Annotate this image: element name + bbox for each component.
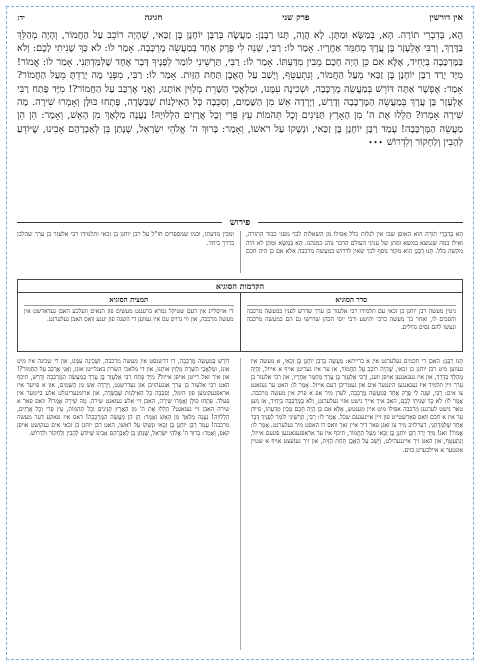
intro-left-text: די אויסלייג אין דעם שטיקל גמרא ברענגט מעשים פון תנאים וועלכע האבן געדארשט אין מעשה מרכבה, און ווי גרויס עס איז געווען די השגה פון יענע וואס האבן געלערנט. — [24, 308, 234, 324]
intro-box — [17, 279, 463, 352]
perush-heading — [17, 217, 463, 228]
gemara-body: הָא, בְּדִבְרֵי תוֹרָה. הָא, בְּמַשָּׂא וּמַתָּן. לָא הֲוָה, תָּנוּ רַבָּנַן: מַעֲשֶׂה בְּרַבָּן יוֹחָנָן בֶּן זַכַּאי, שֶׁהָיָה רוֹכֵב עַל הַחֲמוֹר, וְהָיָה מְהַלֵּךְ בַּדֶּרֶךְ, וְרַבִּי אֶלְעָזָר בֶּן עֲרָךְ מְחַמֵּר אַחֲרָיו. אָמַר לוֹ: רַבִּי, שְׁנֵה לִי פֶּרֶק אֶחָד בְּמַעֲשֵׂה מֶרְכָּבָה. אָמַר לוֹ: לֹא כָּךְ שָׁנִיתִי לָכֶם: וְלֹא בַּמֶּרְכָּבָה בְּיָחִיד, אֶלָּא אִם כֵּן הָיָה חָכָם מֵבִין מִדַּעְתּוֹ. אָמַר לוֹ: רַבִּי, תַּרְשֵׁינִי לוֹמַר לְפָנֶיךָ דָּבָר אֶחָד שֶׁלִּמַּדְתַּנִי. אָמַר לוֹ: אֱמוֹר! מִיָּד יָרַד רַבָּן יוֹחָנָן בֶּן זַכַּאי מֵעַל הַחֲמוֹר, וְנִתְעַטֵּף, וְיָשַׁב עַל הָאֶבֶן תַּחַת הַזַּיִת. אָמַר לוֹ: רַבִּי, מִפְּנֵי מָה יָרַדְתָּ מֵעַל הַחֲמוֹר? אָמַר: אֶפְשָׁר אַתָּה דּוֹרֵשׁ בְּמַעֲשֵׂה מֶרְכָּבָה, וּשְׁכִינָה עִמָּנוּ, וּמַלְאֲכֵי הַשָּׁרֵת מְלַוִּין אוֹתָנוּ, וַאֲנִי אֶרְכַּב עַל הַחֲמוֹר?! מִיָּד פָּתַח רַבִּי אֶלְעָזָר בֶּן עֲרָךְ בְּמַעֲשֵׂה הַמֶּרְכָּבָה וְדָרַשׁ, וְיָרְדָה אֵשׁ מִן הַשָּׁמַיִם, וְסִכְּבָה כָּל הָאִילָנוֹת שֶׁבַּשָּׂדֶה, פָּתְחוּ כּוּלָּן וְאָמְרוּ שִׁירָה. מָה שִׁירָה אָמְרוּ? הַלְלוּ אֶת ה' מִן הָאָרֶץ תַּנִּינִים וְכָל תְּהֹמוֹת עֵץ פְּרִי וְכָל אֲרָזִים הַלְלוּיָהּ! נַעֲנָה מַלְאָךְ מִן הָאֵשׁ, וְאָמַר: הֵן הֵן מַעֲשֵׂה הַמֶּרְכָּבָה! עָמַד רַבָּן יוֹחָנָן בֶּן זַכַּאי, וּנְשָׁקוֹ עַל רֹאשׁוֹ, וְאָמַר: בָּרוּךְ ה' אֱלֹהֵי יִשְׂרָאֵל, שֶׁנָּתַן בֵּן לְאַבְרָהָם אָבִינוּ, שֶׁיּוֹדֵעַ לְהָבִין וְלַחְקוֹר וְלִדְרוֹשׁ — [17, 30, 463, 149]
commentary-right-column: תָּנוּ רַבָּנַן: האבן די חכמים געלערנט אין א ברייתא: מַעֲשֶׂה בְּרַבָּן יוֹחָנָן בֶּן זַכַּאי, א מעשה איז געווען מיט רבן יוחנן בן זכאי, שֶׁהָיָה רוֹכֵב עַל הַחֲמוֹר, אז ער איז געריטן אויף א אייזל, וְהָיָה מְהַלֵּךְ בַּדֶּרֶךְ, און איז געגאנגען אויפן וועג, וְרַבִּי אֶלְעָזָר בֶּן עֲרָךְ מְחַמֵּר אַחֲרָיו, און רבי אלעזר בן ערך זיין תלמיד איז געגאנגען הינטער אים און געטריבן דעם אייזל. אָמַר לוֹ: האט ער געזאגט צו אים: רַבִּי, שְׁנֵה לִי פֶּרֶק אֶחָד בְּמַעֲשֵׂה מֶרְכָּבָה, לערן מיר אפ א פרק אין מעשה מרכבה. אָמַר לוֹ: לֹא כָּךְ שָׁנִיתִי לָכֶם, האב איך אייך נישט אזוי געלערנט, וְלֹא בַּמֶּרְכָּבָה בְּיָחִיד, אַז מען טאר נישט לערנען מרכבה אפילו מיט איין מענטש, אֶלָּא אִם כֵּן הָיָה חָכָם מֵבִין מִדַּעְתּוֹ, סיידן ער איז א חכם וואס פארשטייט פון זיין אייגענעם שכל. אָמַר לוֹ: רַבִּי, תַּרְשֵׁינִי לוֹמַר לְפָנֶיךָ דָּבָר אֶחָד שֶׁלִּמַּדְתַּנִי, דערלויב מיר צו זאגן פאר דיר איין זאך וואס דו האסט מיך געלערנט. אָמַר לוֹ: אֱמוֹר! זאג! מִיָּד יָרַד רַבָּן יוֹחָנָן בֶּן זַכַּאי מֵעַל הַחֲמוֹר, תיכף איז ער אראפגעגאנגען פונעם אייזל, וְנִתְעַטֵּף, און האט זיך איינגעהילט, וְיָשַׁב עַל הָאֶבֶן תַּחַת הַזַּיִת, און זיך געזעצט אויף א שטיין אונטער א איילבערט בוים. — [250, 358, 463, 454]
intro-left-column — [18, 293, 241, 351]
page — [6, 6, 474, 660]
column-divider — [240, 358, 241, 650]
header-right-title: אין דורשין — [429, 13, 463, 23]
intro-title-bar — [18, 280, 462, 293]
intro-right-heading: סדר הסוגיא — [247, 295, 457, 306]
intro-right-text: גיטין מעשה רבן יוחנן בן זכאי עם תלמידו רבי אלעזר בן ערך שדרש לפניו במעשה מרכבה והסכים לו, ואחר כך מעשה ברבי יהושע ורבי יוסי הכהן שדרשו גם הם במעשה מרכבה ונעשו להם נסים גדולים. — [246, 308, 456, 332]
commentary-left-column: דּוֹרֵשׁ בְּמַעֲשֵׂה מֶרְכָּבָה, דו דרשנסט אין מעשה מרכבה, וּשְׁכִינָה עִמָּנוּ, און די שכינה איז מיט אונז, וּמַלְאֲכֵי הַשָּׁרֵת מְלַוִּין אוֹתָנוּ, און די מלאכי השרת באגלייטן אונז, וַאֲנִי אֶרְכַּב עַל הַחֲמוֹר?! און איך זאל רייטן אויפן אייזל? מִיָּד פָּתַח רַבִּי אֶלְעָזָר בֶּן עֲרָךְ בְּמַעֲשֵׂה הַמֶּרְכָּבָה וְדָרַשׁ, תיכף האט רבי אלעזר בן ערך אנגעהויבן און געדרשנט, וְיָרְדָה אֵשׁ מִן הַשָּׁמַיִם, און א פייער איז אראפגעקומען פון הימל, וְסִכְּבָה כָּל הָאִילָנוֹת שֶׁבַּשָּׂדֶה, און ארומגערינגלט אלע ביימער אין פעלד. פָּתְחוּ כּוּלָּן וְאָמְרוּ שִׁירָה, האבן זיי אלע געזאגט שירה. מָה שִׁירָה אָמְרוּ? וואס פאר א שירה האבן זיי געזאגט? הַלְלוּ אֶת ה' מִן הָאָרֶץ תַּנִּינִים וְכָל תְּהֹמוֹת, עֵץ פְּרִי וְכָל אֲרָזִים, הַלְלוּיָהּ! נַעֲנָה מַלְאָךְ מִן הָאֵשׁ וְאָמַר: הֵן הֵן מַעֲשֵׂה הַמֶּרְכָּבָה! דאס איז טאקע דער מעשה מרכבה! עָמַד רַבָּן יוֹחָנָן בֶּן זַכַּאי וּנְשָׁקוֹ עַל רֹאשׁוֹ, האט רבן יוחנן בן זכאי אים געקושט אויפן קאפ, וְאָמַר: בָּרוּךְ ה' אֱלֹהֵי יִשְׂרָאֵל, שֶׁנָּתַן בֵּן לְאַבְרָהָם אָבִינוּ שֶׁיּוֹדֵעַ לְהָבִין וְלַחְקוֹר וְלִדְרוֹשׁ. — [17, 358, 230, 438]
gemara-trail: ••• — [368, 139, 384, 148]
intro-left-heading: תמצית הסוגיא — [24, 295, 234, 306]
page-header — [17, 12, 463, 26]
intro-right-column — [241, 293, 463, 351]
intro-columns — [18, 293, 462, 351]
perush-text: הָא בְּדִבְרֵי תוֹרָה הוא האופן שבו אין לגלות כלל אפילו מן השאלות לבר מפני כבוד התורה, ואילו במה שנמצא במשא ומתן של עניני העולם הדבר נוהג כמנהגו. הָא בְּמַשָּׂא וּמַתָּן לא היה מקשה כלל. תָּנוּ רַבָּנַן הוא מקור נוסף לכך שאין לדרוש במעשה מרכבה אלא אם כן היה חכם ומבין מדעתו, וכמו שמספרים חז"ל על רבן יוחנן בן זכאי ותלמידו רבי אלעזר בן ערך שהלכו בדרך ביחד. — [17, 231, 463, 256]
divider — [17, 222, 222, 223]
perush-title: פירוש — [229, 218, 251, 228]
page-number: יד: — [17, 13, 25, 22]
divider — [258, 222, 463, 223]
commentary — [17, 358, 463, 650]
header-center-title: פרק שני — [282, 13, 310, 23]
gemara-text — [17, 29, 463, 209]
intro-title: הקדמות הסוגיא — [215, 281, 265, 291]
header-left-title: חגיגה — [144, 13, 163, 23]
